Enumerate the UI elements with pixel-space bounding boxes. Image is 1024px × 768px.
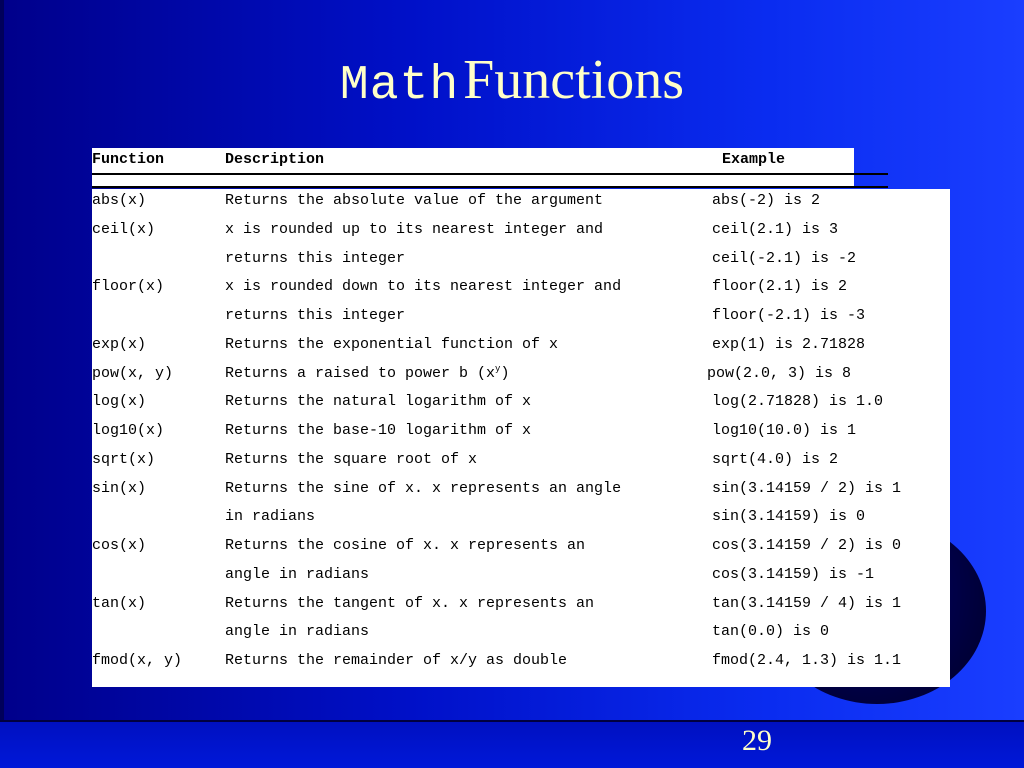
function-cell: cos(x) [92, 537, 147, 554]
function-cell: pow(x, y) [92, 364, 174, 382]
description-text: Returns a raised to power b (x [225, 364, 496, 382]
example-cell: sin(3.14159) is 0 [712, 508, 866, 526]
example-cell: abs(-2) is 2 [712, 192, 821, 209]
function-cell: abs(x) [92, 192, 147, 209]
example-cell: tan(3.14159 / 4) is 1 [712, 594, 902, 612]
description-cell: Returns the absolute value of the argument [225, 192, 604, 209]
slide-title [0, 48, 1024, 113]
example-cell: floor(2.1) is 2 [712, 278, 848, 296]
description-text-end: ) [500, 364, 510, 382]
footer-divider [0, 720, 1024, 722]
slide-title-text: Functions [463, 49, 685, 111]
example-cell: pow(2.0, 3) is 8 [707, 364, 852, 382]
description-cell [225, 359, 509, 388]
example-cell: floor(-2.1) is -3 [712, 307, 866, 324]
example-cell: log10(10.0) is 1 [712, 422, 857, 439]
description-cell: Returns the exponential function of x [225, 335, 559, 353]
example-cell: tan(0.0) is 0 [712, 623, 830, 641]
function-cell: ceil(x) [92, 220, 156, 238]
example-cell: cos(3.14159 / 2) is 0 [712, 537, 902, 554]
description-cell: in radians [225, 508, 316, 526]
description-cell: angle in radians [225, 565, 370, 583]
function-cell: fmod(x, y) [92, 652, 183, 669]
example-cell: ceil(2.1) is 3 [712, 220, 839, 238]
header-example: Example [722, 151, 786, 168]
footer-band [0, 720, 1024, 768]
description-cell: Returns the base-10 logarithm of x [225, 422, 532, 439]
header-function: Function [92, 151, 165, 168]
example-cell: cos(3.14159) is -1 [712, 565, 875, 583]
description-cell: Returns the cosine of x. x represents an [225, 537, 586, 554]
description-cell: Returns the natural logarithm of x [225, 393, 532, 411]
description-cell: Returns the tangent of x. x represents an [225, 594, 595, 612]
description-cell: returns this integer [225, 249, 406, 267]
example-cell: sqrt(4.0) is 2 [712, 450, 839, 468]
function-cell: sin(x) [92, 479, 147, 497]
header-description: Description [225, 151, 325, 168]
page-number: 29 [742, 724, 772, 757]
example-cell: fmod(2.4, 1.3) is 1.1 [712, 652, 902, 669]
function-cell: floor(x) [92, 278, 165, 296]
example-cell: log(2.71828) is 1.0 [712, 393, 884, 411]
function-cell: log10(x) [92, 422, 165, 439]
function-cell: tan(x) [92, 594, 147, 612]
description-cell: x is rounded up to its nearest integer and [225, 220, 604, 238]
function-cell: sqrt(x) [92, 450, 156, 468]
description-cell: angle in radians [225, 623, 370, 641]
example-cell: exp(1) is 2.71828 [712, 335, 866, 353]
description-cell: x is rounded down to its nearest integer and [225, 278, 622, 296]
description-cell: Returns the remainder of x/y as double [225, 652, 568, 669]
description-cell: Returns the square root of x [225, 450, 478, 468]
superscript: y [495, 363, 501, 374]
example-cell: ceil(-2.1) is -2 [712, 249, 857, 267]
function-cell: exp(x) [92, 335, 147, 353]
slide-title-code: Math [339, 59, 460, 113]
function-cell: log(x) [92, 393, 147, 411]
example-cell: sin(3.14159 / 2) is 1 [712, 479, 902, 497]
description-cell: returns this integer [225, 307, 406, 324]
header-rule-top [92, 173, 888, 175]
description-cell: Returns the sine of x. x represents an angle [225, 479, 622, 497]
